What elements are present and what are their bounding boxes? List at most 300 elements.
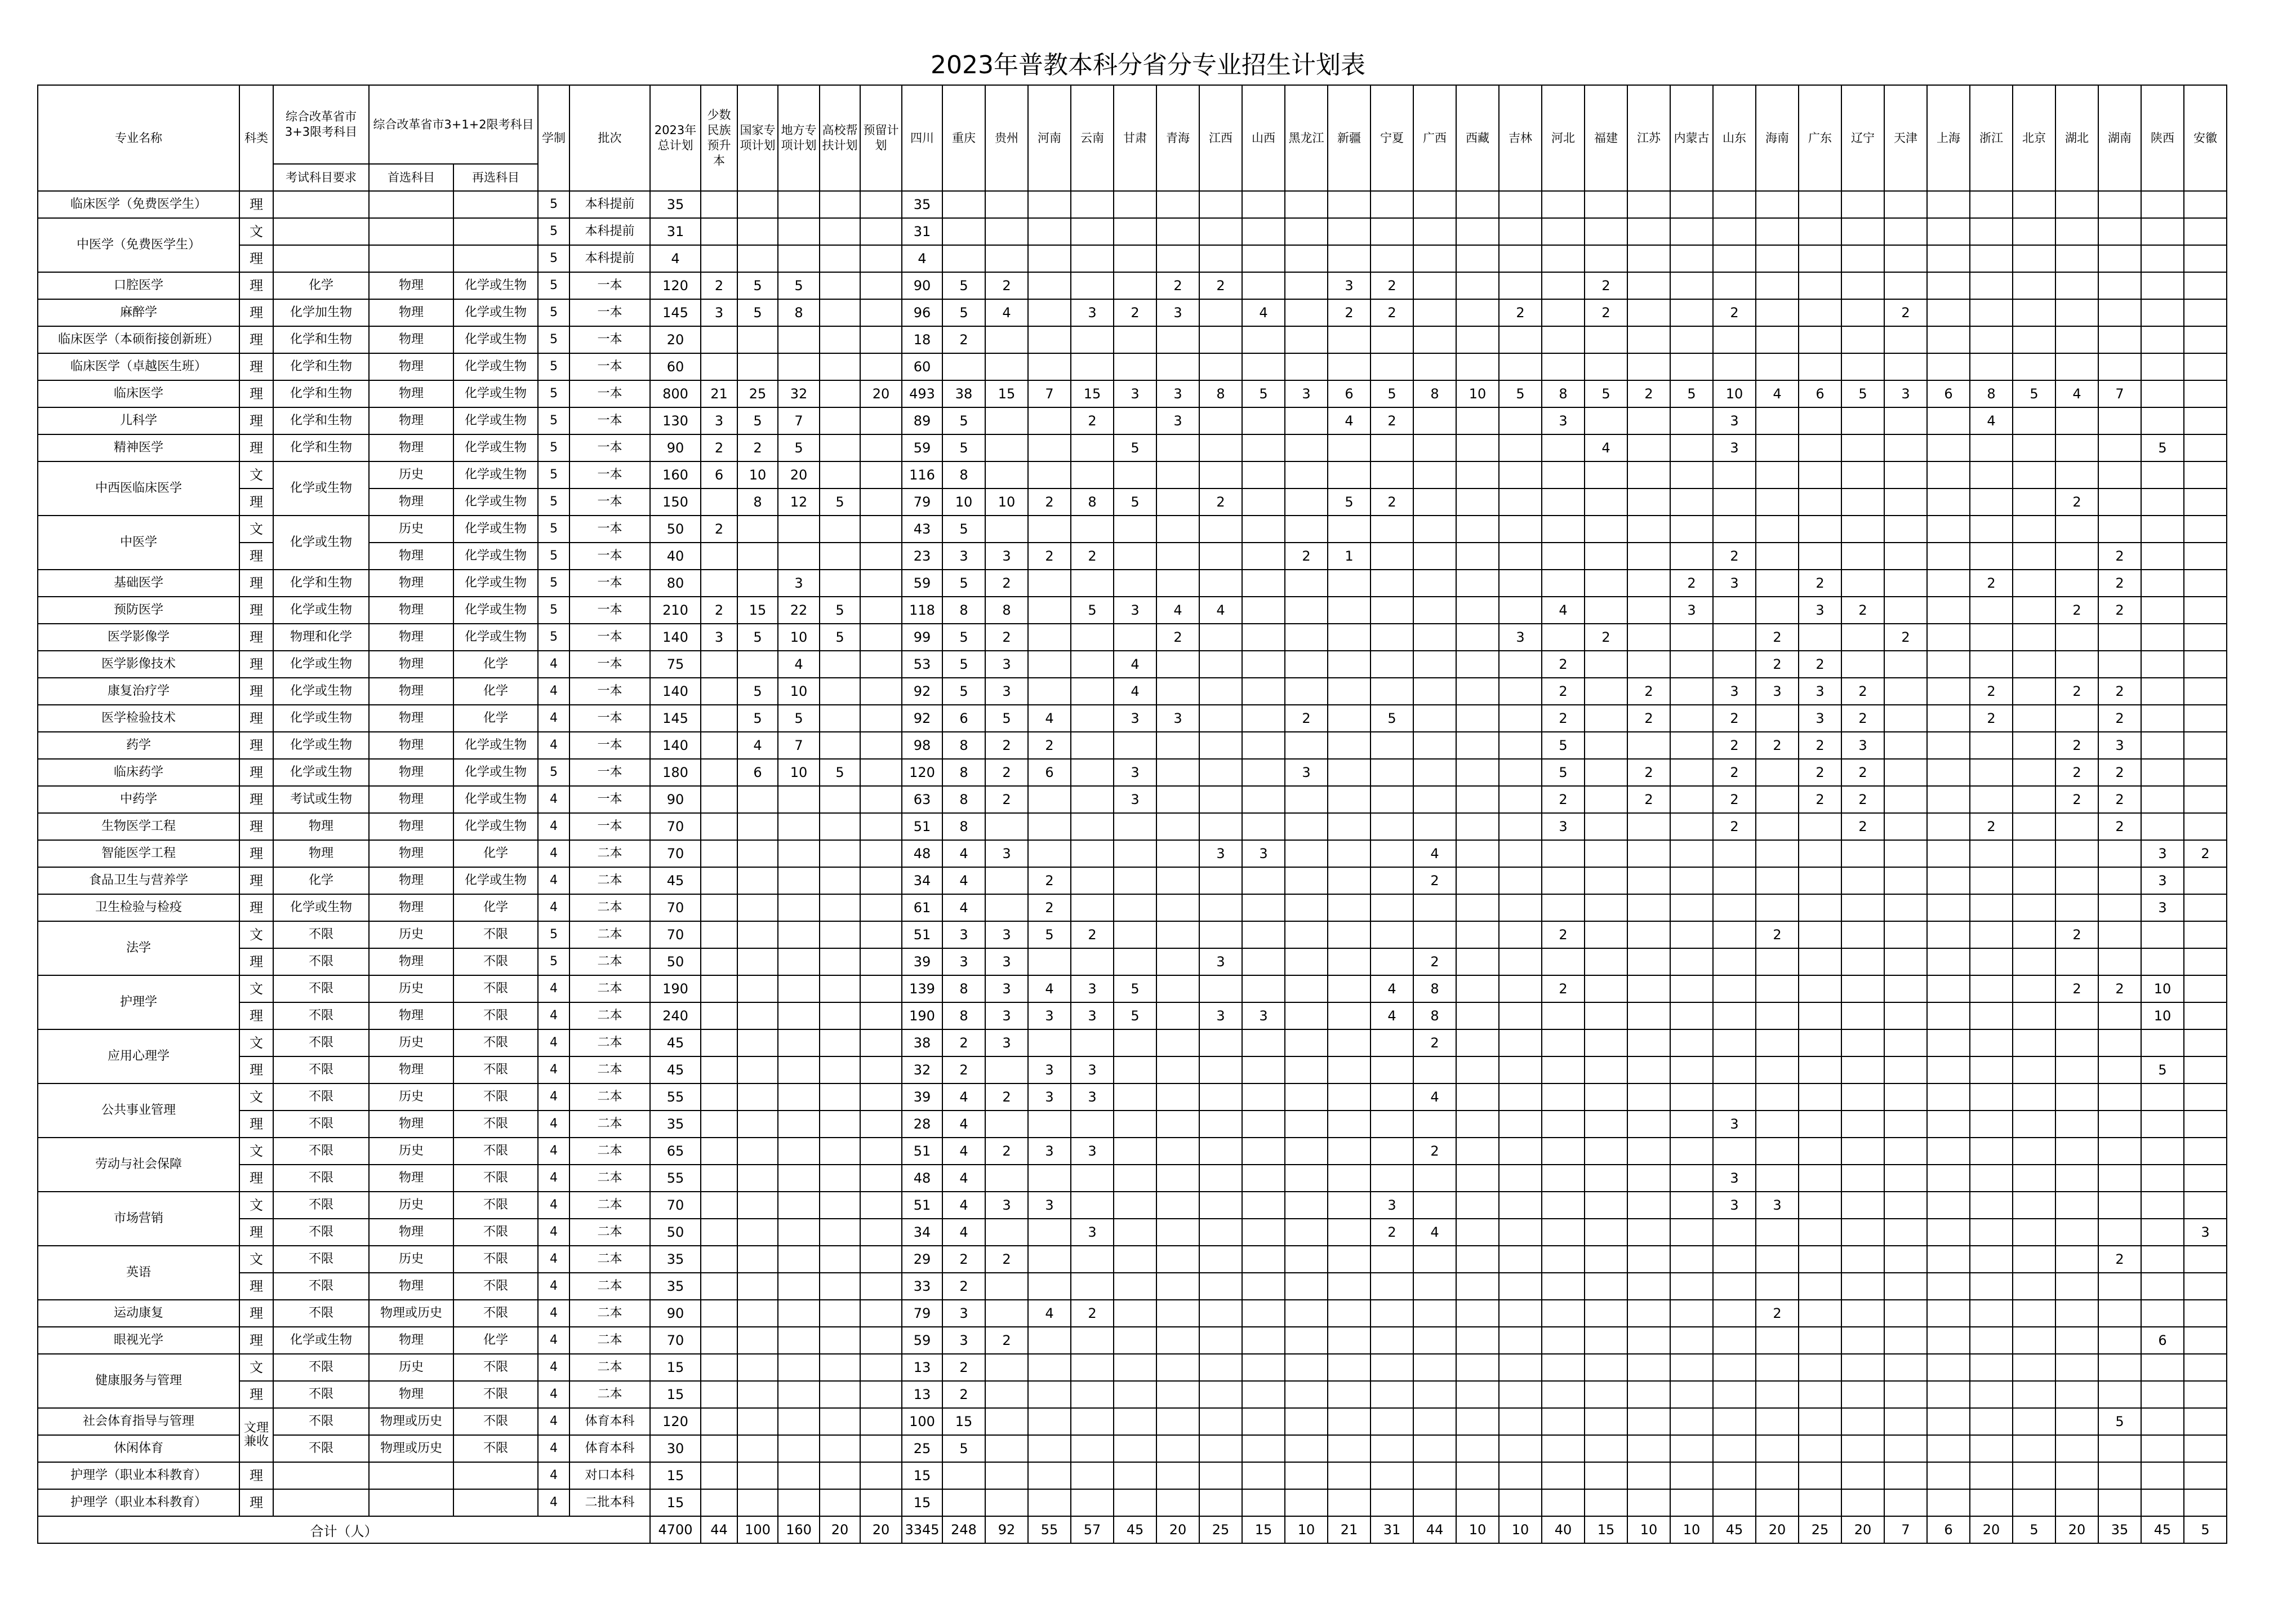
province-quota-cell (2013, 651, 2055, 678)
province-quota-cell (1371, 353, 1413, 380)
province-quota-cell (1413, 1300, 1456, 1327)
table-row (38, 1056, 2272, 1083)
province-quota-cell (1970, 1219, 2013, 1246)
province-quota-cell: 2 (1585, 299, 1627, 326)
province-quota-cell (1285, 1273, 1328, 1300)
province-quota-cell (2141, 1029, 2184, 1056)
province-quota-cell (1114, 407, 1156, 434)
province-quota-cell (1156, 1056, 1199, 1083)
batch-cell: 一本 (569, 786, 650, 813)
years-cell: 5 (538, 624, 569, 651)
exam-requirement-cell: 化学和生物 (273, 353, 369, 380)
province-quota-cell (1371, 1381, 1413, 1408)
national-plan-cell (737, 1002, 778, 1029)
province-quota-cell: 3 (1713, 570, 1756, 597)
province-quota-cell (1884, 434, 1927, 461)
province-quota-cell (2184, 1165, 2227, 1192)
local-plan-cell: 10 (778, 624, 820, 651)
province-quota-cell: 2 (1114, 299, 1156, 326)
province-quota-cell: 4 (1542, 597, 1585, 624)
batch-cell: 一本 (569, 597, 650, 624)
province-quota-cell: 3 (1799, 597, 1841, 624)
province-quota-cell: 8 (1542, 380, 1585, 407)
header-province: 天津 (1884, 85, 1927, 191)
province-quota-cell: 3 (942, 543, 985, 570)
province-quota-cell (1542, 624, 1585, 651)
total-plan-cell: 20 (650, 326, 701, 353)
province-quota-cell (1585, 1462, 1627, 1489)
province-quota-cell (1841, 948, 1884, 975)
national-plan-cell: 5 (737, 705, 778, 732)
first-subject-cell (369, 191, 453, 218)
province-quota-cell (1413, 894, 1456, 921)
table-row (38, 1219, 2272, 1246)
province-quota-cell (1970, 353, 2013, 380)
province-quota-cell (2184, 1111, 2227, 1138)
province-quota-cell: 2 (942, 1056, 985, 1083)
province-quota-cell (1756, 1489, 1799, 1516)
batch-cell: 二本 (569, 1002, 650, 1029)
province-quota-cell: 7 (1028, 380, 1071, 407)
province-quota-cell (1285, 326, 1328, 353)
province-quota-cell (1371, 921, 1413, 948)
national-plan-cell (737, 245, 778, 272)
province-quota-cell: 3 (2141, 867, 2184, 894)
province-quota-cell (2098, 921, 2141, 948)
province-quota-cell (1199, 218, 1242, 245)
province-quota-cell (1970, 516, 2013, 543)
national-plan-cell (737, 1219, 778, 1246)
province-quota-cell (942, 353, 985, 380)
province-quota-cell (2013, 1408, 2055, 1435)
national-plan-cell: 5 (737, 624, 778, 651)
province-quota-cell: 8 (1071, 488, 1114, 516)
province-quota-cell (1456, 488, 1499, 516)
province-quota-cell (1499, 1165, 1542, 1192)
province-quota-cell: 28 (902, 1111, 942, 1138)
province-quota-cell (1884, 678, 1927, 705)
province-quota-cell (1199, 326, 1242, 353)
total-plan-cell: 120 (650, 272, 701, 299)
province-quota-cell (2141, 570, 2184, 597)
minority-plan-cell: 2 (701, 516, 737, 543)
province-quota-cell (1285, 1111, 1328, 1138)
national-plan-cell (737, 1083, 778, 1111)
province-quota-cell (1756, 894, 1799, 921)
province-quota-cell (1670, 1408, 1713, 1435)
province-quota-cell (2141, 245, 2184, 272)
province-quota-cell (1713, 272, 1756, 299)
category-cell: 理 (239, 867, 273, 894)
reserve-plan-cell (860, 1002, 902, 1029)
province-quota-cell: 32 (902, 1056, 942, 1083)
province-quota-cell (1756, 948, 1799, 975)
national-plan-cell: 15 (737, 597, 778, 624)
province-quota-cell (2055, 813, 2098, 840)
province-quota-cell (2098, 1111, 2141, 1138)
province-quota-cell (1713, 840, 1756, 867)
major-name: 精神医学 (38, 434, 239, 461)
province-quota-cell (1542, 434, 1585, 461)
province-quota-cell (2013, 191, 2055, 218)
province-quota-cell (1585, 516, 1627, 543)
province-quota-cell (1799, 353, 1841, 380)
province-quota-cell: 4 (1371, 975, 1413, 1002)
province-quota-cell (1841, 1381, 1884, 1408)
province-quota-cell (1585, 813, 1627, 840)
province-quota-cell: 1 (1328, 543, 1371, 570)
province-quota-cell (1542, 1111, 1585, 1138)
province-quota-cell: 3 (1114, 786, 1156, 813)
province-quota-cell (1071, 191, 1114, 218)
local-plan-cell: 7 (778, 732, 820, 759)
category-cell: 文 (239, 516, 273, 543)
province-quota-cell (1542, 1246, 1585, 1273)
total-province-quota: 25 (1199, 1516, 1242, 1543)
college-plan-cell (820, 245, 860, 272)
province-quota-cell (1627, 1219, 1670, 1246)
exam-requirement-cell: 不限 (273, 1354, 369, 1381)
province-quota-cell (1799, 840, 1841, 867)
province-quota-cell: 3 (985, 840, 1028, 867)
local-plan-cell (778, 516, 820, 543)
province-quota-cell (1627, 218, 1670, 245)
province-quota-cell (1585, 840, 1627, 867)
province-quota-cell (985, 245, 1028, 272)
province-quota-cell (1371, 948, 1413, 975)
province-quota-cell (1456, 1354, 1499, 1381)
province-quota-cell: 2 (1585, 272, 1627, 299)
province-quota-cell: 2 (1542, 786, 1585, 813)
table-row (38, 543, 2272, 570)
years-cell: 4 (538, 1219, 569, 1246)
province-quota-cell (1456, 705, 1499, 732)
province-quota-cell (1071, 867, 1114, 894)
category-cell: 理 (239, 1165, 273, 1192)
province-quota-cell (1285, 1408, 1328, 1435)
province-quota-cell: 4 (1413, 1219, 1456, 1246)
province-quota-cell (1970, 975, 2013, 1002)
province-quota-cell (1242, 894, 1285, 921)
batch-cell: 体育本科 (569, 1435, 650, 1462)
table-row (38, 1489, 2272, 1516)
province-quota-cell: 8 (1199, 380, 1242, 407)
province-quota-cell: 3 (1542, 813, 1585, 840)
province-quota-cell (2098, 353, 2141, 380)
province-quota-cell (2055, 867, 2098, 894)
years-cell: 4 (538, 1083, 569, 1111)
category-cell: 理 (239, 543, 273, 570)
province-quota-cell (2055, 218, 2098, 245)
province-quota-cell (1285, 813, 1328, 840)
province-quota-cell (1499, 921, 1542, 948)
province-quota-cell (1328, 786, 1371, 813)
province-quota-cell: 79 (902, 1300, 942, 1327)
province-quota-cell: 3 (1199, 840, 1242, 867)
province-quota-cell (1670, 813, 1713, 840)
province-quota-cell (1884, 1381, 1927, 1408)
province-quota-cell (1884, 543, 1927, 570)
province-quota-cell (1542, 516, 1585, 543)
province-quota-cell (1156, 1111, 1199, 1138)
second-subject-cell: 化学或生物 (453, 326, 538, 353)
header-province: 新疆 (1328, 85, 1371, 191)
province-quota-cell (1285, 1192, 1328, 1219)
province-quota-cell (2013, 1002, 2055, 1029)
province-quota-cell (1071, 570, 1114, 597)
province-quota-cell: 3 (1841, 732, 1884, 759)
province-quota-cell (1713, 651, 1756, 678)
college-plan-cell (820, 516, 860, 543)
province-quota-cell (1242, 651, 1285, 678)
province-quota-cell (1799, 813, 1841, 840)
national-plan-cell (737, 353, 778, 380)
province-quota-cell (2098, 1381, 2141, 1408)
first-subject-cell: 历史 (369, 1246, 453, 1273)
province-quota-cell (1156, 759, 1199, 786)
province-quota-cell (1670, 1029, 1713, 1056)
first-subject-cell: 物理 (369, 488, 453, 516)
province-quota-cell (1970, 894, 2013, 921)
province-quota-cell: 59 (902, 1327, 942, 1354)
years-cell: 5 (538, 218, 569, 245)
years-cell: 4 (538, 1435, 569, 1462)
minority-plan-cell: 21 (701, 380, 737, 407)
province-quota-cell (1028, 299, 1071, 326)
major-name: 儿科学 (38, 407, 239, 434)
local-plan-cell: 4 (778, 651, 820, 678)
province-quota-cell (1285, 570, 1328, 597)
batch-cell: 一本 (569, 407, 650, 434)
province-quota-cell (1456, 516, 1499, 543)
province-quota-cell (1670, 1138, 1713, 1165)
province-quota-cell (985, 218, 1028, 245)
province-quota-cell (2184, 975, 2227, 1002)
exam-requirement-cell: 不限 (273, 1165, 369, 1192)
minority-plan-cell (701, 1327, 737, 1354)
province-quota-cell (1884, 705, 1927, 732)
province-quota-cell (985, 1111, 1028, 1138)
first-subject-cell: 物理 (369, 1273, 453, 1300)
province-quota-cell (1114, 353, 1156, 380)
province-quota-cell: 34 (902, 1219, 942, 1246)
second-subject-cell: 化学或生物 (453, 759, 538, 786)
exam-requirement-cell: 不限 (273, 1408, 369, 1435)
second-subject-cell: 不限 (453, 1273, 538, 1300)
province-quota-cell (1585, 867, 1627, 894)
province-quota-cell: 2 (942, 1029, 985, 1056)
second-subject-cell: 化学或生物 (453, 867, 538, 894)
batch-cell: 一本 (569, 434, 650, 461)
province-quota-cell (2055, 543, 2098, 570)
province-quota-cell (1499, 1327, 1542, 1354)
national-plan-cell: 5 (737, 272, 778, 299)
minority-plan-cell (701, 921, 737, 948)
college-plan-cell (820, 1408, 860, 1435)
first-subject-cell: 历史 (369, 1083, 453, 1111)
major-name: 预防医学 (38, 597, 239, 624)
province-quota-cell (2098, 1327, 2141, 1354)
province-quota-cell: 6 (1927, 380, 1970, 407)
second-subject-cell: 化学或生物 (453, 813, 538, 840)
province-quota-cell (2141, 1300, 2184, 1327)
category-cell: 理 (239, 570, 273, 597)
province-quota-cell (1970, 488, 2013, 516)
province-quota-cell (2013, 759, 2055, 786)
batch-cell: 二本 (569, 894, 650, 921)
exam-requirement-cell: 物理 (273, 813, 369, 840)
province-quota-cell: 10 (2141, 975, 2184, 1002)
province-quota-cell (1542, 1083, 1585, 1111)
province-quota-cell: 2 (1542, 975, 1585, 1002)
province-quota-cell (1156, 1327, 1199, 1354)
batch-cell: 本科提前 (569, 245, 650, 272)
national-plan-cell (737, 1489, 778, 1516)
table-row (38, 488, 2272, 516)
province-quota-cell (2184, 624, 2227, 651)
province-quota-cell (1841, 1354, 1884, 1381)
years-cell: 4 (538, 1354, 569, 1381)
province-quota-cell (1927, 218, 1970, 245)
province-quota-cell (1456, 1408, 1499, 1435)
province-quota-cell (1927, 353, 1970, 380)
province-quota-cell (2184, 1489, 2227, 1516)
first-subject-cell: 物理 (369, 353, 453, 380)
reserve-plan-cell (860, 407, 902, 434)
province-quota-cell: 25 (902, 1435, 942, 1462)
first-subject-cell: 历史 (369, 921, 453, 948)
province-quota-cell: 2 (1970, 705, 2013, 732)
province-quota-cell (1156, 1300, 1199, 1327)
local-plan-cell (778, 191, 820, 218)
province-quota-cell (1970, 1489, 2013, 1516)
national-plan-cell: 4 (737, 732, 778, 759)
province-quota-cell (1499, 759, 1542, 786)
province-quota-cell (1114, 948, 1156, 975)
province-quota-cell (1456, 948, 1499, 975)
total-province-quota: 15 (1585, 1516, 1627, 1543)
category-cell: 文 (239, 921, 273, 948)
header-province: 山东 (1713, 85, 1756, 191)
province-quota-cell (2184, 543, 2227, 570)
province-quota-cell (1841, 921, 1884, 948)
province-quota-cell (1156, 353, 1199, 380)
province-quota-cell (1242, 867, 1285, 894)
province-quota-cell (1242, 1246, 1285, 1273)
province-quota-cell (1156, 1165, 1199, 1192)
province-quota-cell (1841, 975, 1884, 1002)
province-quota-cell (1242, 1192, 1285, 1219)
province-quota-cell (1114, 543, 1156, 570)
province-quota-cell (1585, 1300, 1627, 1327)
province-quota-cell (2013, 1462, 2055, 1489)
province-quota-cell (1884, 1489, 1927, 1516)
province-quota-cell (1627, 191, 1670, 218)
major-name: 药学 (38, 732, 239, 759)
province-quota-cell (2098, 1029, 2141, 1056)
province-quota-cell (1328, 1002, 1371, 1029)
years-cell: 5 (538, 326, 569, 353)
second-subject-cell: 不限 (453, 1408, 538, 1435)
province-quota-cell (1156, 543, 1199, 570)
province-quota-cell (1841, 1246, 1884, 1273)
province-quota-cell (1156, 1354, 1199, 1381)
province-quota-cell (1927, 488, 1970, 516)
province-quota-cell (1328, 1408, 1371, 1435)
province-quota-cell: 2 (1756, 921, 1799, 948)
province-quota-cell (1071, 1165, 1114, 1192)
province-quota-cell (1756, 434, 1799, 461)
province-quota-cell (1199, 1462, 1242, 1489)
province-quota-cell (1585, 1029, 1627, 1056)
province-quota-cell (2098, 867, 2141, 894)
table-row (38, 1192, 2272, 1219)
province-quota-cell (1670, 1273, 1713, 1300)
province-quota-cell (1970, 1165, 2013, 1192)
province-quota-cell (1713, 326, 1756, 353)
province-quota-cell: 6 (1328, 380, 1371, 407)
years-cell: 4 (538, 1246, 569, 1273)
province-quota-cell (2098, 1056, 2141, 1083)
header-province: 湖南 (2098, 85, 2141, 191)
national-plan-cell (737, 218, 778, 245)
exam-requirement-cell: 化学或生物 (273, 1327, 369, 1354)
minority-plan-cell (701, 1354, 737, 1381)
batch-cell: 二本 (569, 1192, 650, 1219)
first-subject-cell (369, 1462, 453, 1489)
province-quota-cell (2184, 678, 2227, 705)
province-quota-cell (2055, 245, 2098, 272)
province-quota-cell (1499, 461, 1542, 488)
province-quota-cell (1627, 326, 1670, 353)
province-quota-cell (2055, 1138, 2098, 1165)
province-quota-cell (2184, 1300, 2227, 1327)
province-quota-cell (1028, 786, 1071, 813)
province-quota-cell (2055, 1246, 2098, 1273)
province-quota-cell: 100 (902, 1408, 942, 1435)
reserve-plan-cell (860, 272, 902, 299)
province-quota-cell (1328, 353, 1371, 380)
province-quota-cell (1799, 245, 1841, 272)
province-quota-cell (1114, 624, 1156, 651)
minority-plan-cell: 6 (701, 461, 737, 488)
province-quota-cell (1456, 651, 1499, 678)
province-quota-cell (1970, 1002, 2013, 1029)
national-plan-cell: 10 (737, 461, 778, 488)
province-quota-cell (1156, 786, 1199, 813)
province-quota-cell: 59 (902, 434, 942, 461)
header-total: 2023年总计划 (650, 85, 701, 191)
table-row (38, 516, 2272, 543)
batch-cell: 二本 (569, 1165, 650, 1192)
province-quota-cell: 2 (1884, 299, 1927, 326)
province-quota-cell: 4 (902, 245, 942, 272)
province-quota-cell (985, 867, 1028, 894)
province-quota-cell (1970, 1435, 2013, 1462)
province-quota-cell (2098, 840, 2141, 867)
province-quota-cell (1927, 245, 1970, 272)
province-quota-cell: 2 (1371, 1219, 1413, 1246)
total-plan-cell: 45 (650, 867, 701, 894)
province-quota-cell (1328, 678, 1371, 705)
province-quota-cell (985, 1381, 1028, 1408)
province-quota-cell (1114, 1408, 1156, 1435)
total-minority: 44 (701, 1516, 737, 1543)
first-subject-cell: 物理 (369, 407, 453, 434)
province-quota-cell (1713, 1489, 1756, 1516)
minority-plan-cell (701, 1489, 737, 1516)
first-subject-cell: 物理或历史 (369, 1435, 453, 1462)
